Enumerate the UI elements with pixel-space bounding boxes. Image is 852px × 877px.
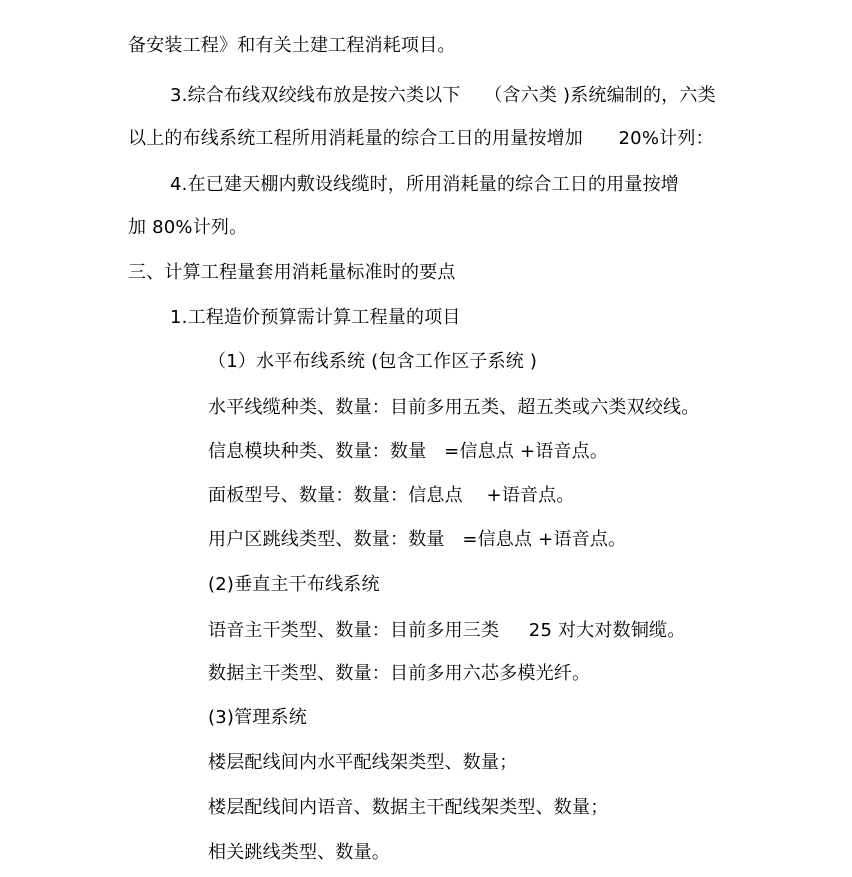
text-line: 以上的布线系统工程所用消耗量的综合工日的用量按增加 20%计列： xyxy=(128,128,714,149)
text-line: 备安装工程》和有关土建工程消耗项目。 xyxy=(128,35,456,56)
text-line: 楼层配线间内水平配线架类型、数量； xyxy=(208,752,518,773)
section-heading: 三、计算工程量套用消耗量标准时的要点 xyxy=(128,262,456,283)
item-heading: （1）水平布线系统 (包含工作区子系统 ) xyxy=(208,351,538,372)
text-line: 相关跳线类型、数量。 xyxy=(208,842,390,863)
text-line: 3.综合布线双绞线布放是按六类以下 （含六类 )系统编制的，六类 xyxy=(170,85,716,106)
text-line: 语音主干类型、数量：目前多用三类 25 对大对数铜缆。 xyxy=(208,620,686,641)
text-line: 水平线缆种类、数量：目前多用五类、超五类或六类双绞线。 xyxy=(208,397,700,418)
subsection-heading: 1.工程造价预算需计算工程量的项目 xyxy=(170,307,461,328)
text-line: 面板型号、数量：数量：信息点 +语音点。 xyxy=(208,485,575,506)
text-line: 信息模块种类、数量：数量 =信息点 +语音点。 xyxy=(208,441,609,462)
text-line: 加 80%计列。 xyxy=(128,217,248,238)
item-heading: (2)垂直主干布线系统 xyxy=(208,574,380,595)
text-line: 4.在已建天棚内敷设线缆时，所用消耗量的综合工日的用量按增 xyxy=(170,174,679,195)
item-heading: (3)管理系统 xyxy=(208,707,307,728)
text-line: 楼层配线间内语音、数据主干配线架类型、数量； xyxy=(208,797,609,818)
text-line: 用户区跳线类型、数量：数量 =信息点 +语音点。 xyxy=(208,529,627,550)
text-line: 数据主干类型、数量：目前多用六芯多模光纤。 xyxy=(208,663,591,684)
